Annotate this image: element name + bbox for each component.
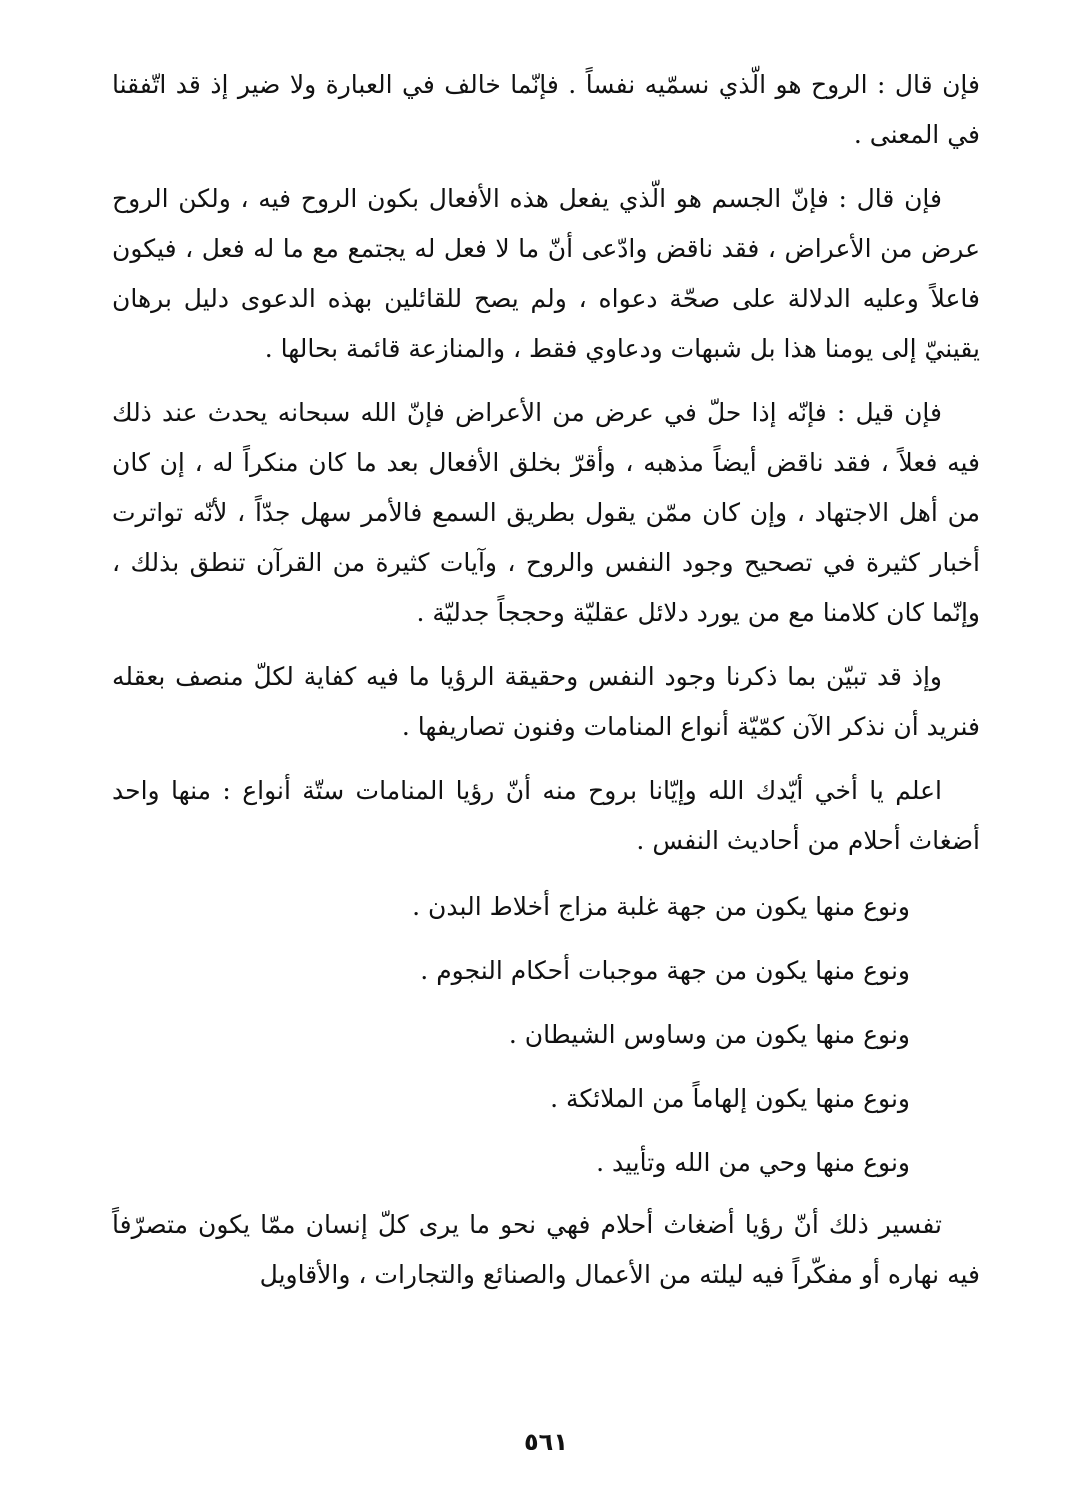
list-item: ونوع منها يكون من جهة غلبة مزاج أخلاط البدن .	[412, 892, 910, 921]
list-item: ونوع منها يكون من جهة موجبات أحكام النجوم .	[420, 956, 910, 985]
paragraph-3: فإن قيل : فإنّه إذا حلّ في عرض من الأعراض فإنّ الله سبحانه يحدث عند ذلك فيه فعلاً ، فقد ناقض أيضاً مذهبه ، وأقرّ بخلق الأفعال بعد ما كان منكراً له ، إن كان من أهل الاجتهاد ، وإن كان ممّن يقول بطريق السمع فالأمر سهل جدّاً ، لأنّه تواترت أخبار كثيرة في تصحيح وجود النفس والروح ، وآيات كثيرة من القرآن تنطق بذلك ، وإنّما كان كلامنا مع من يورد دلائل عقليّة وحججاً جدليّة .	[112, 398, 980, 627]
paragraph-4: وإذ قد تبيّن بما ذكرنا وجود النفس وحقيقة الرؤيا ما فيه كفاية لكلّ منصف بعقله فنريد أن نذكر الآن كمّيّة أنواع المنامات وفنون تصاريفها .	[112, 662, 980, 741]
page-body	[112, 60, 980, 1300]
list-item: ونوع منها يكون إلهاماً من الملائكة .	[550, 1084, 910, 1113]
paragraph-5: اعلم يا أخي أيّدك الله وإيّانا بروح منه أنّ رؤيا المنامات ستّة أنواع : منها واحد أضغاث أحلام من أحاديث النفس .	[112, 776, 980, 855]
list-item: ونوع منها يكون من وساوس الشيطان .	[508, 1020, 910, 1049]
paragraph-1: فإن قال : الروح هو الّذي نسمّيه نفساً . فإنّما خالف في العبارة ولا ضير إذ قد اتّفقنا في المعنى .	[112, 70, 980, 149]
paragraph-final: تفسير ذلك أنّ رؤيا أضغاث أحلام فهي نحو ما يرى كلّ إنسان ممّا يكون متصرّفاً فيه نهاره أو مفكّراً فيه ليلته من الأعمال والصنائع والتجارات ، والأقاويل	[112, 1210, 980, 1289]
list-item: ونوع منها وحي من الله وتأييد .	[596, 1148, 910, 1177]
page-number: ٥٦١	[524, 1428, 568, 1456]
dream-types-list	[112, 880, 980, 1190]
paragraph-2: فإن قال : فإنّ الجسم هو الّذي يفعل هذه الأفعال بكون الروح فيه ، ولكن الروح عرض من الأعراض ، فقد ناقض وادّعى أنّ ما لا فعل له يجتمع مع ما له فعل ، فيكون فاعلاً وعليه الدلالة على صحّة دعواه ، ولم يصح للقائلين بهذه الدعوى دليل برهان يقينيّ إلى يومنا هذا بل شبهات ودعاوي فقط ، والمنازعة قائمة بحالها .	[112, 184, 980, 363]
